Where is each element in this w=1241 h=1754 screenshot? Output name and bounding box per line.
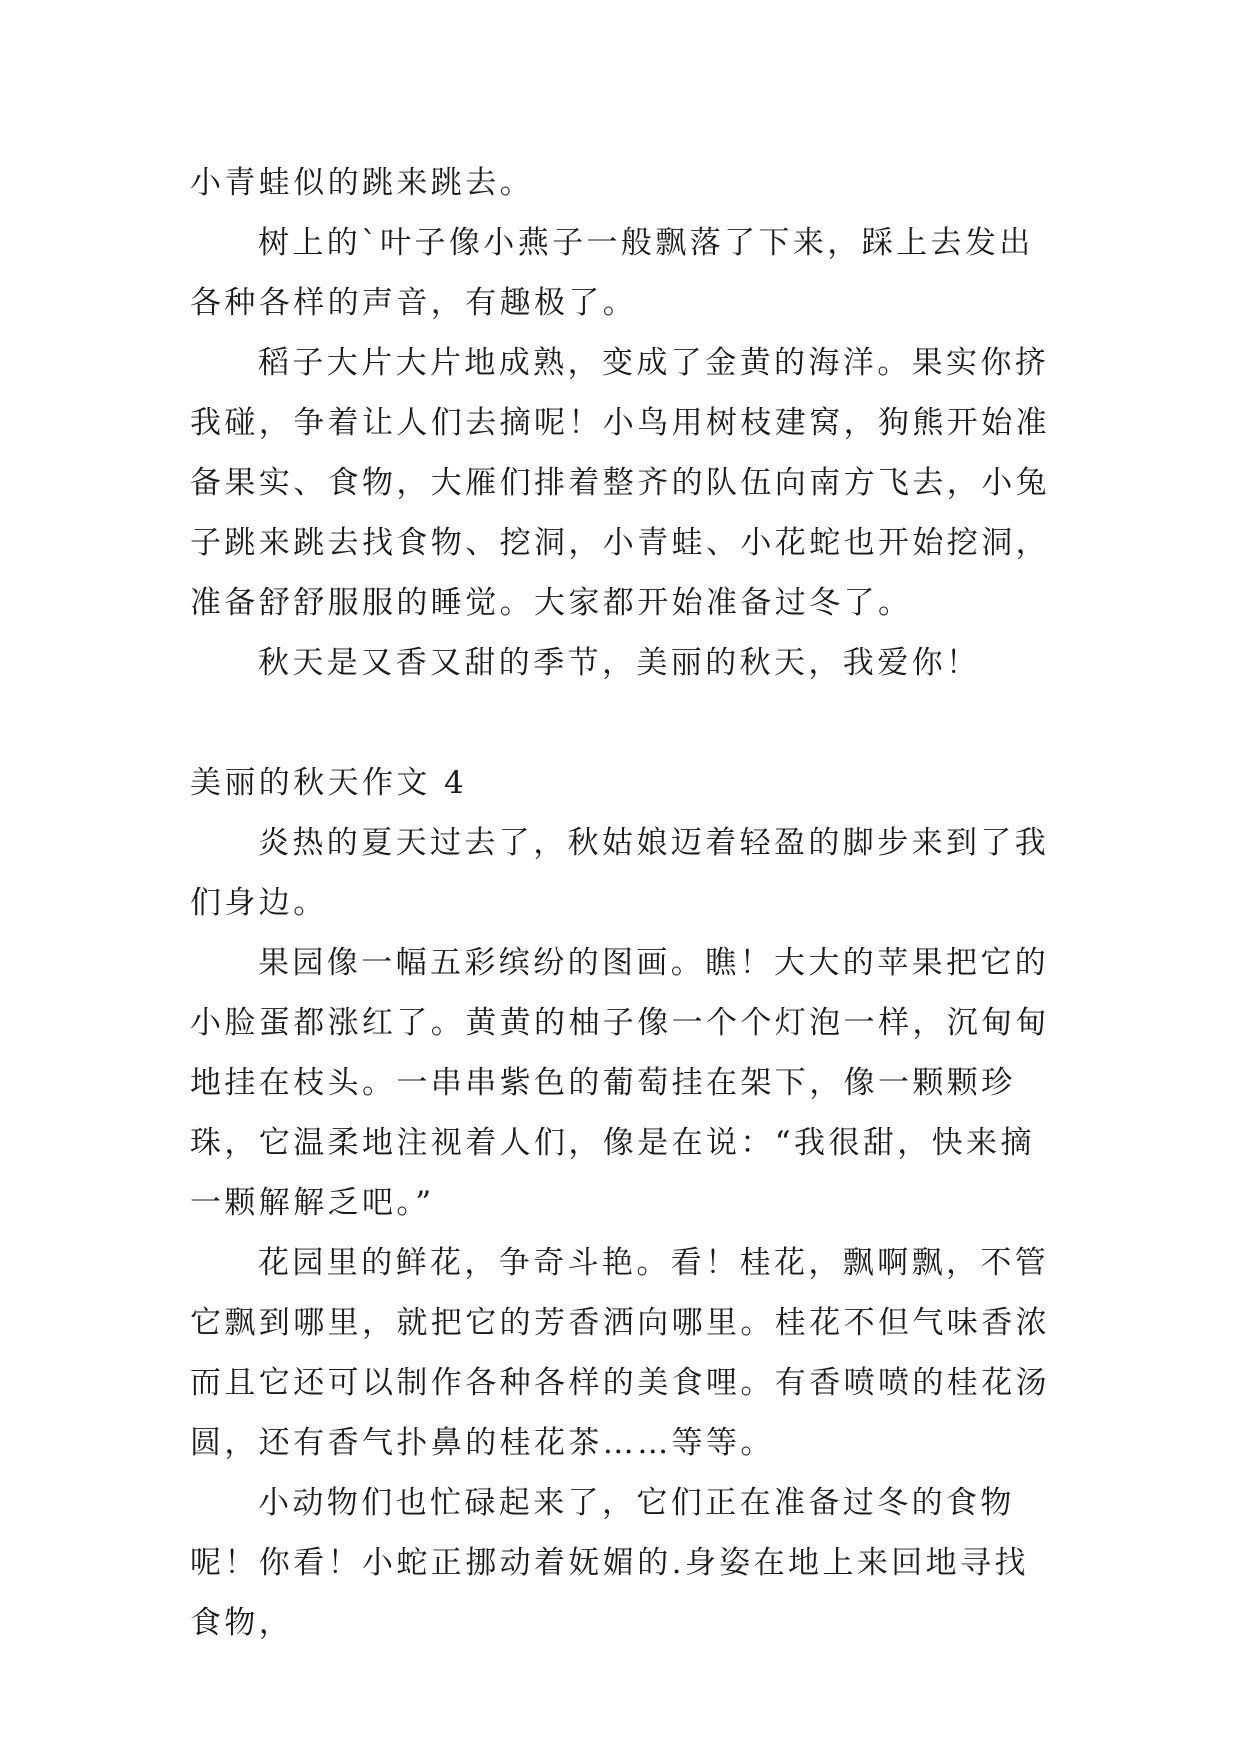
paragraph-intro: 炎热的夏天过去了，秋姑娘迈着轻盈的脚步来到了我们身边。 <box>190 825 1050 921</box>
paragraph-garden: 花园里的鲜花，争奇斗艳。看！桂花，飘啊飘，不管它飘到哪里，就把它的芳香洒向哪里。桂花不但气味香浓而且它还可以制作各种各样的美食哩。有香喷喷的桂花汤圆，还有香气扑鼻的桂花茶……等等。 <box>190 1245 1050 1461</box>
paragraph-harvest: 稻子大片大片地成熟，变成了金黄的海洋。果实你挤我碰，争着让人们去摘呢！小鸟用树枝建窝，狗熊开始准备果实、食物，大雁们排着整齐的队伍向南方飞去，小兔子跳来跳去找食物、挖洞，小青蛙、小花蛇也开始挖洞，准备舒舒服服的睡觉。大家都开始准备过冬了。 <box>190 345 1050 621</box>
document-body <box>190 153 1060 1653</box>
essay-heading: 美丽的秋天作文 4 <box>190 765 468 801</box>
paragraph-leaves: 树上的`叶子像小燕子一般飘落了下来，踩上去发出各种各样的声音，有趣极了。 <box>190 225 1034 321</box>
paragraph-animals: 小动物们也忙碌起来了，它们正在准备过冬的食物呢！你看！小蛇正挪动着妩媚的.身姿在地上来回地寻找食物， <box>190 1485 1029 1641</box>
paragraph-conclusion: 秋天是又香又甜的季节，美丽的秋天，我爱你！ <box>258 645 981 681</box>
paragraph-orchard: 果园像一幅五彩缤纷的图画。瞧！大大的苹果把它的小脸蛋都涨红了。黄黄的柚子像一个个灯泡一样，沉甸甸地挂在枝头。一串串紫色的葡萄挂在架下，像一颗颗珍珠，它温柔地注视着人们，像是在说：“我很甜，快来摘一颗解解乏吧。” <box>190 945 1050 1221</box>
paragraph-continuation: 小青蛙似的跳来跳去。 <box>190 165 534 201</box>
